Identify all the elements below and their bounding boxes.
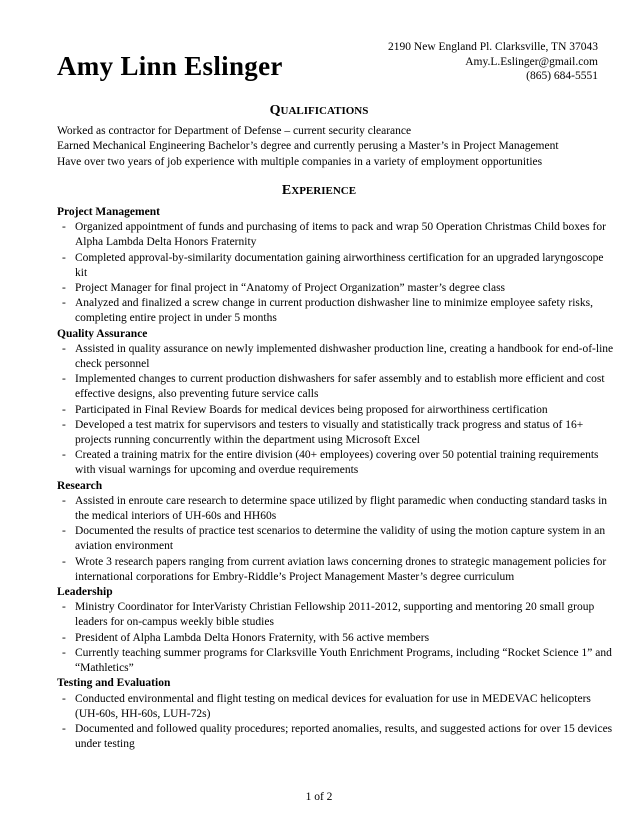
experience-bullet-item — [57, 692, 617, 722]
experience-bullet-text: Assisted in enroute care research to determine space utilized by flight paramedic when conducting standard tasks in the medical interiors of UH-60s and HH60s — [75, 494, 608, 523]
experience-bullet-text: Created a training matrix for the entire division (40+ employees) covering over 50 potential training requirements with visual warnings for upcoming and overdue requirements — [75, 449, 599, 477]
experience-bullet-item — [57, 251, 617, 281]
experience-bullet-list — [57, 220, 617, 326]
experience-bullet-list — [57, 600, 617, 676]
bullet-dash: - — [62, 555, 66, 568]
experience-bullet-text: Analyzed and finalized a screw change in current production dishwasher line to minimize employee safety risks, completing entire project in under 5 months — [75, 297, 593, 325]
bullet-dash: - — [62, 692, 66, 705]
experience-bullet-list — [57, 692, 617, 753]
bullet-dash: - — [62, 373, 66, 386]
experience-bullet-text: Conducted environmental and flight testing on medical devices for evaluation for use in MEDEVAC helicopters (UH-60s, HH-60s, LUH-72s) — [75, 692, 591, 720]
experience-bullet-list — [57, 494, 617, 585]
qualification-line: Have over two years of job experience with multiple companies in a variety of employment opportunities — [57, 155, 543, 168]
page-number: 1 of 2 — [305, 791, 333, 803]
bullet-dash: - — [62, 601, 66, 614]
contact-block — [388, 40, 598, 84]
bullet-dash: - — [62, 449, 66, 462]
experience-bullet-item — [57, 220, 617, 250]
experience-bullet-text: Developed a test matrix for supervisors and testers to visually and statistically track progress and status of 16+ projects running concurrently within the department using Microsoft Excel — [75, 418, 584, 447]
experience-category-title: Testing and Evaluation — [57, 677, 171, 690]
bullet-dash: - — [62, 525, 66, 538]
bullet-dash: - — [62, 221, 66, 234]
bullet-dash: - — [62, 297, 66, 310]
experience-bullet-text: Documented the results of practice test scenarios to determine the validity of using the motion capture system in an aviation environment — [75, 525, 606, 553]
experience-category-title: Leadership — [57, 586, 113, 599]
bullet-dash: - — [62, 403, 66, 416]
qualifications-heading-initial: Q — [269, 103, 281, 118]
experience-bullet-text: Assisted in quality assurance on newly implemented dishwasher production line, creating a handbook for end-of-line check personnel — [75, 342, 614, 371]
experience-bullet-item — [57, 646, 617, 676]
experience-bullet-item — [57, 524, 617, 554]
experience-bullet-item — [57, 296, 617, 326]
experience-category-title: Research — [57, 479, 103, 492]
qualifications-heading-rest: UALIFICATIONS — [280, 105, 369, 117]
experience-bullet-item — [57, 494, 617, 524]
experience-bullet-text: President of Alpha Lambda Delta Honors Fraternity, with 56 active members — [75, 631, 430, 644]
bullet-dash: - — [62, 494, 66, 507]
experience-bullet-item — [57, 600, 617, 630]
bullet-dash: - — [62, 342, 66, 355]
experience-category-title: Project Management — [57, 206, 160, 218]
experience-heading — [0, 183, 638, 199]
experience-bullet-text: Ministry Coordinator for InterVaristy Christian Fellowship 2011-2012, supporting and mentoring 20 small group leaders for on-campus weekly bible studies — [75, 601, 595, 629]
experience-bullet-item — [57, 418, 617, 448]
qualification-line: Earned Mechanical Engineering Bachelor’s degree and currently perusing a Master’s in Project Management — [57, 140, 559, 153]
experience-bullet-text: Project Manager for final project in “Anatomy of Project Organization” master’s degree class — [75, 282, 506, 295]
qualifications-list — [57, 124, 617, 170]
phone: (865) 684-5551 — [526, 70, 598, 82]
experience-bullet-item — [57, 372, 617, 402]
experience-bullet-text: Wrote 3 research papers ranging from current aviation laws concerning drones to strategic management policies for international corporations for Embry-Riddle’s Project Management Master’s degree curriculum — [75, 555, 607, 583]
experience-category-title: Quality Assurance — [57, 327, 148, 340]
experience-bullet-text: Documented and followed quality procedures; reported anomalies, results, and suggested actions for over 15 devices under testing — [75, 722, 613, 751]
email: Amy.L.Eslinger@gmail.com — [465, 55, 598, 68]
experience-bullet-text: Participated in Final Review Boards for medical devices being proposed for airworthiness certification — [75, 403, 548, 416]
experience-bullet-item — [57, 281, 617, 296]
experience-bullet-item — [57, 342, 617, 372]
bullet-dash: - — [62, 631, 66, 644]
experience-heading-initial: E — [281, 183, 292, 198]
candidate-name: Amy Linn Eslinger — [57, 51, 283, 81]
experience-bullet-item — [57, 722, 617, 752]
bullet-dash: - — [62, 251, 66, 264]
address: 2190 New England Pl. Clarksville, TN 37043 — [388, 41, 598, 53]
experience-bullet-item — [57, 448, 617, 478]
experience-bullet-item — [57, 403, 617, 418]
experience-bullet-text: Currently teaching summer programs for Clarksville Youth Enrichment Programs, including “Rocket Science 1” and “Mathletics” — [75, 646, 612, 675]
experience-bullet-text: Completed approval-by-similarity documentation gaining airworthiness certification for an upgraded laryngoscope kit — [75, 251, 604, 279]
bullet-dash: - — [62, 646, 66, 659]
experience-bullet-text: Implemented changes to current production dishwashers for safer assembly and to establish more efficient and cost effective designs, also preventing future service calls — [75, 373, 605, 401]
bullet-dash: - — [62, 418, 66, 431]
experience-content — [57, 205, 617, 752]
experience-bullet-list — [57, 342, 617, 479]
bullet-dash: - — [62, 722, 66, 735]
experience-bullet-item — [57, 631, 617, 646]
qualifications-heading — [0, 103, 638, 119]
experience-bullet-text: Organized appointment of funds and purchasing of items to pack and wrap 50 Operation Christmas Child boxes for Alpha Lambda Delta Honors Fraternity — [75, 221, 606, 249]
bullet-dash: - — [62, 282, 66, 295]
qualification-line: Worked as contractor for Department of Defense – current security clearance — [57, 125, 412, 137]
experience-heading-rest: XPERIENCE — [291, 185, 357, 197]
experience-bullet-item — [57, 555, 617, 585]
